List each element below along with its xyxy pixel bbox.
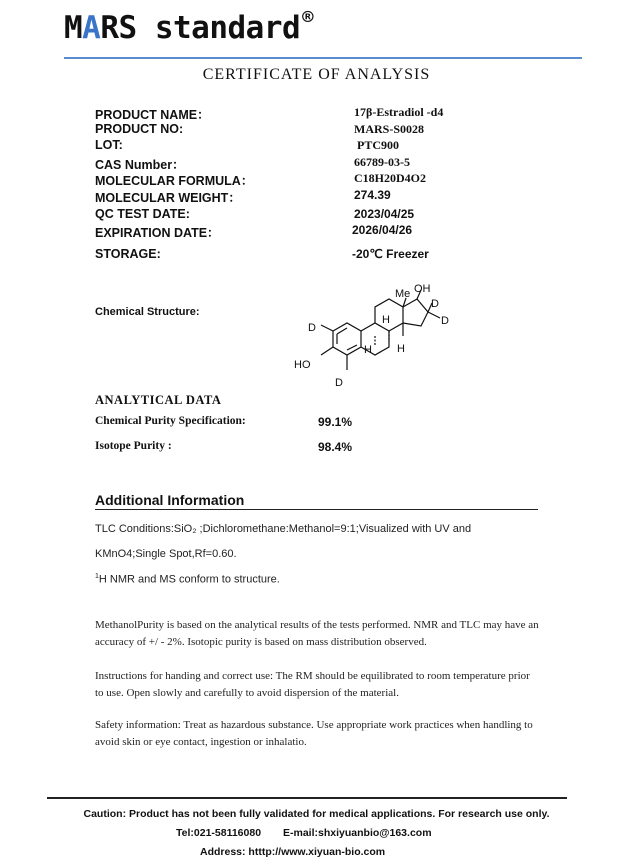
bond-oh xyxy=(321,347,333,355)
nmr-text: H NMR and MS conform to structure. xyxy=(98,573,280,586)
logo-letter-a: A xyxy=(82,10,101,46)
chemical-structure-diagram xyxy=(0,0,633,400)
molecular-formula-label: MOLECULAR FORMULA： xyxy=(95,174,254,188)
atom-me: Me xyxy=(395,288,411,300)
nmr-superscript: 1 xyxy=(95,573,99,580)
atom-h: H xyxy=(382,314,390,326)
handling-instructions: Instructions for handing and correct use: The RM should be equilibrated to room temperature prior to use. Open slowly and carefully to avoid dispersion of the material. xyxy=(95,670,530,699)
product-no-value: MARS-S0028 xyxy=(354,122,425,136)
additional-info-underline xyxy=(95,509,538,510)
logo-text: RS standard xyxy=(100,10,301,46)
ring-d xyxy=(403,299,428,326)
product-no-label: PRODUCT NO: xyxy=(95,122,184,136)
additional-info-heading: Additional Information xyxy=(95,492,245,508)
product-name-label: PRODUCT NAME： xyxy=(95,108,210,122)
chemical-purity-label: Chemical Purity Specification: xyxy=(95,415,246,427)
chemical-purity-value: 99.1% xyxy=(318,415,353,429)
molecular-weight-label: MOLECULAR WEIGHT： xyxy=(95,191,241,205)
aromatic-bond xyxy=(337,328,347,334)
safety-information: Safety information: Treat as hazardous substance. Use appropriate work practices when handling to avoid skin or eye contact, ingestion or inhalatio. xyxy=(95,719,533,748)
atom-h: H xyxy=(397,343,405,355)
storage-value: -20℃ Freezer xyxy=(352,247,429,261)
expiration-date-label: EXPIRATION DATE： xyxy=(95,226,220,240)
expiration-date-value: 2026/04/26 xyxy=(352,223,413,237)
atom-d: D xyxy=(441,315,449,327)
logo-letter-m: M xyxy=(64,10,83,46)
isotope-purity-label: Isotope Purity : xyxy=(95,440,172,452)
atom-h: H xyxy=(364,344,372,356)
molecular-weight-value: 274.39 xyxy=(354,188,391,202)
isotope-purity-value: 98.4% xyxy=(318,440,353,454)
molecular-formula-value: C18H20D4O2 xyxy=(354,171,426,185)
registered-mark: ® xyxy=(302,6,314,28)
atom-oh: OH xyxy=(414,283,431,295)
chemical-structure-label: Chemical Structure: xyxy=(95,306,200,318)
telephone: Tel:021-58116080 xyxy=(176,827,262,839)
aromatic-bond xyxy=(347,345,357,350)
document-title: CERTIFICATE OF ANALYSIS xyxy=(202,66,431,83)
cas-number-value: 66789-03-5 xyxy=(354,155,410,169)
email: E-mail:shxiyuanbio@163.com xyxy=(283,827,432,839)
tlc-conditions-line2: KMnO4;Single Spot,Rf=0.60. xyxy=(95,548,237,560)
cas-number-label: CAS Number： xyxy=(95,158,185,172)
atom-ho: HO xyxy=(294,359,311,371)
bond-d4 xyxy=(428,312,440,318)
caution-text: Caution: Product has not been fully validated for medical applications. For research use only. xyxy=(83,808,550,820)
analytical-data-heading: ANALYTICAL DATA xyxy=(95,393,222,407)
qc-test-date-value: 2023/04/25 xyxy=(354,207,415,221)
footer-divider xyxy=(47,797,567,799)
storage-label: STORAGE: xyxy=(95,247,161,261)
address: Address: htttp://www.xiyuan-bio.com xyxy=(200,846,386,858)
purity-note: MethanolPurity is based on the analytical results of the tests performed. NMR and TLC may have an accuracy of +/ - 2%. Isotopic purity is based on mass distribution observed. xyxy=(95,619,539,648)
atom-d: D xyxy=(308,322,316,334)
atom-d: D xyxy=(431,298,439,310)
tlc-conditions-line1: TLC Conditions:SiO₂ ;Dichloromethane:Methanol=9:1;Visualized with UV and xyxy=(95,523,472,535)
product-name-value: 17β-Estradiol -d4 xyxy=(354,105,444,119)
bond-d1 xyxy=(321,325,333,331)
atom-d: D xyxy=(335,377,343,389)
lot-label: LOT: xyxy=(95,138,123,152)
qc-test-date-label: QC TEST DATE: xyxy=(95,207,190,221)
nmr-note xyxy=(95,573,280,586)
lot-value: PTC900 xyxy=(357,138,399,152)
